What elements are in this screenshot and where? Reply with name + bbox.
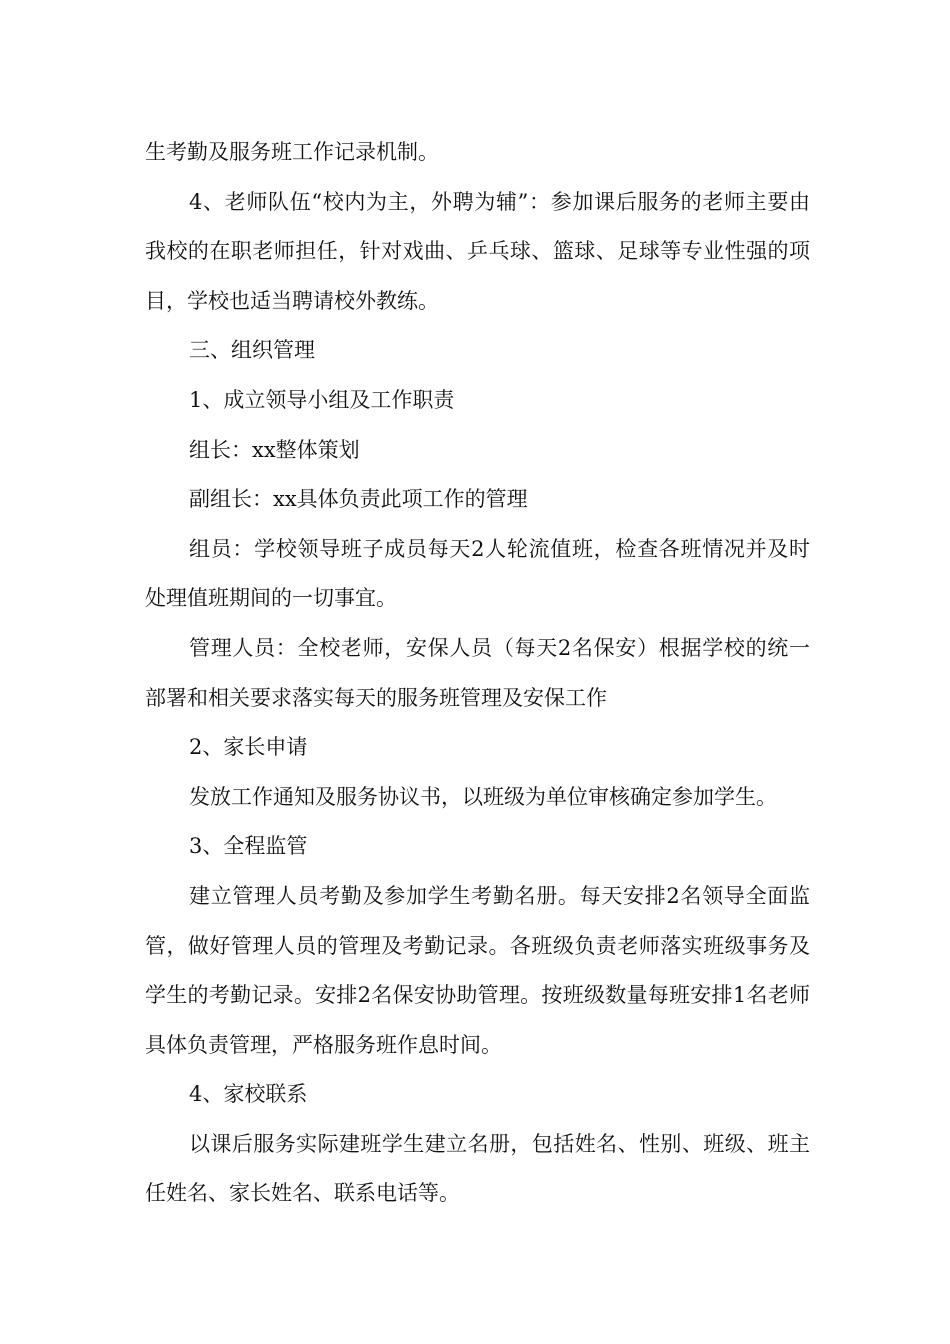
- paragraph-attendance-register: 建立管理人员考勤及参加学生考勤名册。每天安排2名领导全面监管，做好管理人员的管理及考勤记录。各班级负责老师落实班级事务及学生的考勤记录。安排2名保安协助管理。按班级数量每班安排1名老师具体负责管理，严格服务班作息时间。: [145, 883, 810, 1057]
- subheading-home-school-contact: 4、家校联系: [189, 1082, 308, 1107]
- paragraph-notice-distribution: 发放工作通知及服务协议书，以班级为单位审核确定参加学生。: [189, 784, 777, 809]
- paragraph-continuation: 生考勤及服务班工作记录机制。: [145, 140, 439, 164]
- paragraph-student-roster: 以课后服务实际建班学生建立名册，包括姓名、性别、班级、班主任姓名、家长姓名、联系电话等。: [145, 1131, 810, 1206]
- document-body: [145, 128, 810, 1219]
- subheading-full-supervision: 3、全程监管: [189, 834, 308, 859]
- subheading-parent-application: 2、家长申请: [189, 735, 308, 760]
- paragraph-management-staff: 管理人员：全校老师，安保人员（每天2名保安）根据学校的统一部署和相关要求落实每天的服务班管理及安保工作: [145, 635, 810, 710]
- section-heading-organization: 三、组织管理: [189, 338, 315, 363]
- paragraph-teacher-team: 4、老师队伍“校内为主，外聘为辅”：参加课后服务的老师主要由我校的在职老师担任，针对戏曲、乒乓球、篮球、足球等专业性强的项目，学校也适当聘请校外教练。: [145, 189, 810, 313]
- paragraph-members: 组员：学校领导班子成员每天2人轮流值班，检查各班情况并及时处理值班期间的一切事宜。: [145, 536, 810, 611]
- subheading-leadership-group: 1、成立领导小组及工作职责: [189, 387, 455, 412]
- paragraph-deputy-leader: 副组长：xx具体负责此项工作的管理: [189, 487, 528, 512]
- paragraph-group-leader: 组长：xx整体策划: [189, 437, 360, 462]
